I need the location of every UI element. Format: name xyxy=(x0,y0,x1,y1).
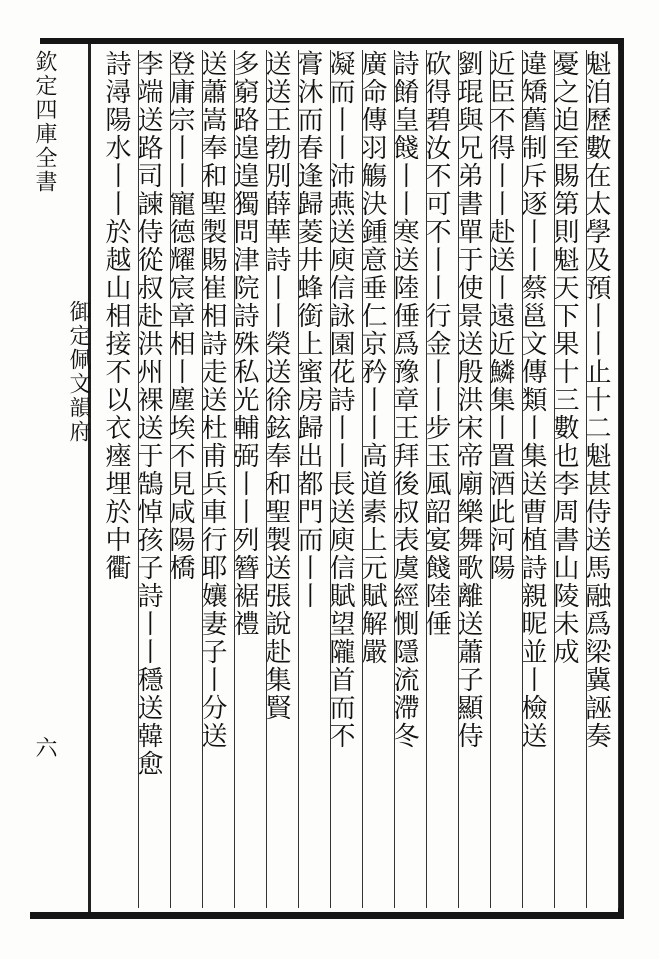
text-column-16: 詩潯陽水丨丨於越山相接不以衣瘞埋於中衢 xyxy=(94,50,139,908)
text-column-6: 砍得碧汝不可不丨丨行金丨丨步玉風韶宴餞陸倕 xyxy=(414,50,459,908)
section-title: 御定佩文韻府 xyxy=(66,300,91,444)
text-column-13: 送蕭嵩奉和聖製賜崔相詩走送杜甫兵車行耶孃妻子丨分送 xyxy=(190,50,235,908)
text-column-7: 詩餚皇餞丨丨寒送陸倕爲豫章王拜後叔表虞經惻隱流滯冬 xyxy=(382,50,427,908)
page-number: 六 xyxy=(32,736,57,760)
text-column-9: 凝而丨丨沛燕送庾信詠園花詩丨丨長送庾信賦望隴首而不 xyxy=(318,50,363,908)
text-column-12: 多窮路遑遑獨問津院詩殊私光輔弼丨丨列簪裾禮 xyxy=(222,50,267,908)
text-column-3: 違矯舊制斥逐丨丨蔡邕文傳類丨集送曹植詩親昵並丨檢送 xyxy=(510,50,555,908)
text-column-11: 送送王勃別薛華詩丨丨榮送徐鉉奉和聖製送張說赴集賢 xyxy=(254,50,299,908)
text-column-15: 李端送路司諫侍從叔赴洪州裸送于鵠悼孩子詩丨丨穩送韓愈 xyxy=(126,50,171,908)
top-border-rule xyxy=(40,38,622,44)
text-column-4: 近臣不得丨丨赴送丨遠近鱗集丨置酒此河陽 xyxy=(478,50,523,908)
text-column-5: 劉琨與兄弟書單于使景送殷洪宋帝廟樂舞歌離送蕭子顯侍 xyxy=(446,50,491,908)
book-title: 欽定四庫全書 xyxy=(32,50,57,194)
bottom-border-rule xyxy=(30,912,622,919)
text-column-8: 廣命傳羽觴決鍾意垂仁京矜丨丨高道素上元賦解嚴 xyxy=(350,50,395,908)
text-column-10: 膏沐而春逢歸菱井蜂銜上蜜房歸出都門而丨丨 xyxy=(286,50,331,908)
text-column-2: 憂之迫至賜第則魁天下果十三數也李周書山陵未成 xyxy=(542,50,587,908)
text-column-14: 登庸宗丨丨寵德耀宸章相丨塵埃不見咸陽橋 xyxy=(158,50,203,908)
text-column-1: 魁洎歷數在太學及預丨丨止十二魁甚侍送馬融爲梁冀誣奏 xyxy=(574,50,619,908)
